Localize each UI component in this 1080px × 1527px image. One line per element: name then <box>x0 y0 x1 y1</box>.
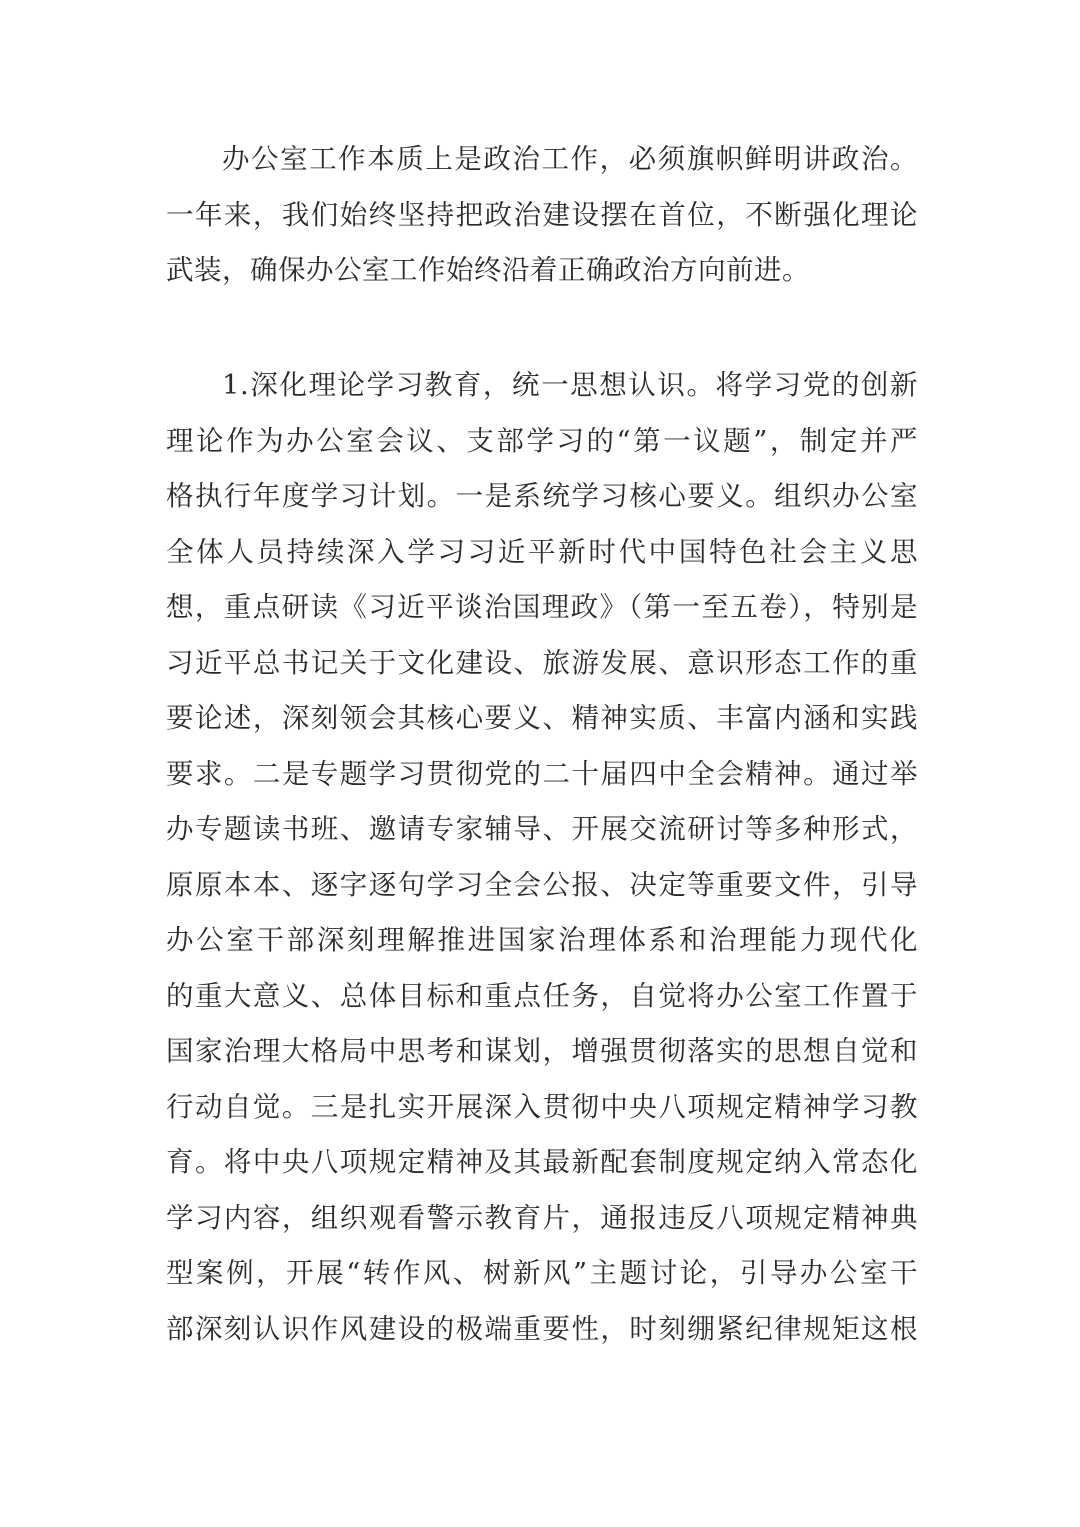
text-line: 习近平总书记关于文化建设、旅游发展、意识形态工作的重 <box>166 646 918 679</box>
text-line: 办公室工作本质上是政治工作，必须旗帜鲜明讲政治。 <box>222 143 918 175</box>
text-line: 全体人员持续深入学习习近平新时代中国特色社会主义思 <box>166 535 918 568</box>
paragraph-theory-study <box>166 358 918 1357</box>
text-line: 育。将中央八项规定精神及其最新配套制度规定纳入常态化 <box>166 1146 918 1178</box>
text-line: 一年来，我们始终坚持把政治建设摆在首位，不断强化理论 <box>166 198 918 231</box>
text-line: 的重大意义、总体目标和重点任务，自觉将办公室工作置于 <box>166 979 918 1012</box>
text-line: 理论作为办公室会议、支部学习的“第一议题”，制定并严 <box>166 424 918 457</box>
text-line: 想，重点研读《习近平谈治国理政》（第一至五卷），特别是 <box>166 591 918 623</box>
text-line: 格执行年度学习计划。一是系统学习核心要义。组织办公室 <box>166 480 918 512</box>
text-line: 国家治理大格局中思考和谋划，增强贯彻落实的思想自觉和 <box>166 1035 918 1067</box>
text-line: 原原本本、逐字逐句学习全会公报、决定等重要文件，引导 <box>166 868 918 901</box>
text-line: 办公室干部深刻理解推进国家治理体系和治理能力现代化 <box>166 924 918 956</box>
text-line: 要论述，深刻领会其核心要义、精神实质、丰富内涵和实践 <box>166 702 918 734</box>
text-line: 办专题读书班、邀请专家辅导、开展交流研讨等多种形式， <box>166 813 918 845</box>
text-line: 1.深化理论学习教育，统一思想认识。将学习党的创新 <box>222 369 918 401</box>
paragraph-political-work-intro <box>166 132 918 299</box>
text-line: 学习内容，组织观看警示教育片，通报违反八项规定精神典 <box>166 1201 918 1234</box>
text-line: 部深刻认识作风建设的极端重要性，时刻绷紧纪律规矩这根 <box>166 1312 918 1345</box>
text-line: 武装，确保办公室工作始终沿着正确政治方向前进。 <box>166 254 810 286</box>
text-line: 型案例，开展“转作风、树新风”主题讨论，引导办公室干 <box>166 1257 918 1289</box>
text-line: 要求。二是专题学习贯彻党的二十届四中全会精神。通过举 <box>166 757 918 790</box>
text-line: 行动自觉。三是扎实开展深入贯彻中央八项规定精神学习教 <box>166 1090 918 1123</box>
